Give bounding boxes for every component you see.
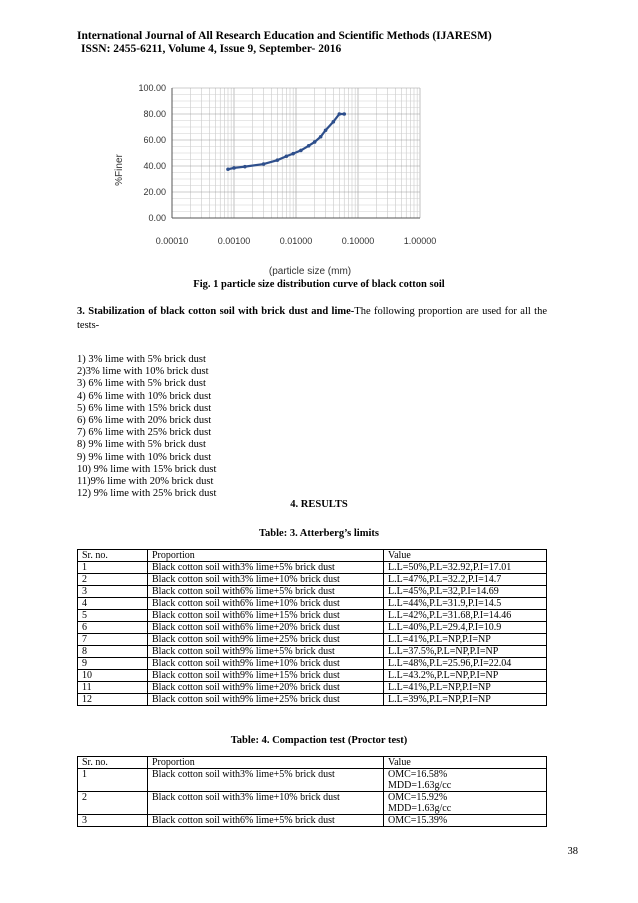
mdd-value: MDD=1.63g/cc bbox=[388, 780, 452, 791]
table-row bbox=[78, 670, 547, 682]
data-point bbox=[243, 165, 247, 169]
journal-header bbox=[77, 30, 492, 56]
x-tick-label: 0.00100 bbox=[217, 236, 251, 246]
cell-value: L.L=40%,P.L=29.4,P.I=10.9 bbox=[384, 622, 547, 634]
data-point bbox=[226, 167, 230, 171]
cell-proportion: Black cotton soil with6% lime+5% brick dust bbox=[148, 815, 384, 827]
y-tick-label: 20.00 bbox=[143, 187, 166, 197]
section-3-text: The following proportion are used for all the tests- bbox=[77, 306, 547, 331]
results-heading: 4. RESULTS bbox=[290, 499, 348, 510]
table-row bbox=[78, 682, 547, 694]
data-point bbox=[313, 140, 317, 144]
cell-proportion: Black cotton soil with9% lime+5% brick dust bbox=[148, 646, 384, 658]
y-tick-label: 0.00 bbox=[148, 213, 166, 223]
x-tick-label: 0.10000 bbox=[341, 236, 375, 246]
cell-sr-no: 1 bbox=[78, 562, 148, 574]
data-point bbox=[276, 158, 280, 162]
col-header-sr: Sr. no. bbox=[78, 550, 148, 562]
journal-title: International Journal of All Research Education and Scientific Methods (IJARESM) bbox=[77, 30, 492, 42]
mdd-value: MDD=1.63g/cc bbox=[388, 803, 452, 814]
data-point bbox=[285, 154, 289, 158]
list-item: 12) 9% lime with 25% brick dust bbox=[77, 488, 217, 500]
cell-sr-no: 2 bbox=[78, 574, 148, 586]
data-point bbox=[319, 135, 323, 139]
section-3-paragraph bbox=[77, 305, 547, 332]
data-point bbox=[338, 112, 342, 116]
data-point bbox=[307, 144, 311, 148]
table-row bbox=[78, 792, 547, 815]
cell-value: L.L=42%,P.L=31.68,P.I=14.46 bbox=[384, 610, 547, 622]
cell-proportion: Black cotton soil with9% lime+25% brick dust bbox=[148, 634, 384, 646]
table-header-row bbox=[78, 757, 547, 769]
cell-proportion: Black cotton soil with6% lime+15% brick dust bbox=[148, 610, 384, 622]
table-row bbox=[78, 646, 547, 658]
cell-sr-no: 12 bbox=[78, 694, 148, 706]
omc-value: OMC=15.39% bbox=[388, 815, 448, 826]
cell-proportion: Black cotton soil with6% lime+10% brick dust bbox=[148, 598, 384, 610]
table-row bbox=[78, 586, 547, 598]
cell-proportion: Black cotton soil with6% lime+5% brick dust bbox=[148, 586, 384, 598]
table-row bbox=[78, 658, 547, 670]
data-point bbox=[291, 152, 295, 156]
list-item: 10) 9% lime with 15% brick dust bbox=[77, 463, 217, 475]
cell-proportion: Black cotton soil with3% lime+5% brick dust bbox=[148, 562, 384, 574]
cell-sr-no: 3 bbox=[78, 586, 148, 598]
table-row bbox=[78, 769, 547, 792]
list-item: 7) 6% lime with 25% brick dust bbox=[77, 427, 212, 439]
omc-value: OMC=15.92% bbox=[388, 792, 448, 803]
table-header-row bbox=[78, 550, 547, 562]
cell-sr-no: 10 bbox=[78, 670, 148, 682]
col-header-value: Value bbox=[384, 757, 547, 769]
figure-caption: Fig. 1 particle size distribution curve of black cotton soil bbox=[193, 279, 445, 290]
col-header-proportion: Proportion bbox=[148, 757, 384, 769]
y-axis-label: %Finer bbox=[114, 154, 125, 186]
cell-value: L.L=45%,P.L=32,P.I=14.69 bbox=[384, 586, 547, 598]
omc-value: OMC=16.58% bbox=[388, 769, 448, 780]
cell-value: L.L=47%,P.L=32.2,P.I=14.7 bbox=[384, 574, 547, 586]
list-item: 1) 3% lime with 5% brick dust bbox=[77, 354, 206, 365]
data-point bbox=[262, 162, 266, 166]
table-4-title: Table: 4. Compaction test (Proctor test) bbox=[230, 735, 408, 746]
table-row bbox=[78, 562, 547, 574]
table-3-title: Table: 3. Atterberg’s limits bbox=[259, 528, 379, 539]
cell-proportion: Black cotton soil with9% lime+20% brick dust bbox=[148, 682, 384, 694]
cell-sr-no: 9 bbox=[78, 658, 148, 670]
cell-proportion: Black cotton soil with3% lime+10% brick dust bbox=[148, 792, 384, 815]
cell-sr-no: 5 bbox=[78, 610, 148, 622]
cell-sr-no: 4 bbox=[78, 598, 148, 610]
cell-proportion: Black cotton soil with9% lime+15% brick dust bbox=[148, 670, 384, 682]
table-row bbox=[78, 598, 547, 610]
cell-value: L.L=41%,P.L=NP,P.I=NP bbox=[384, 634, 547, 646]
page-number: 38 bbox=[567, 846, 578, 857]
cell-value: L.L=44%,P.L=31.9,P.I=14.5 bbox=[384, 598, 547, 610]
proportion-list bbox=[77, 354, 216, 500]
section-3-heading: 3. Stabilization of black cotton soil with brick dust and lime- bbox=[77, 306, 355, 317]
list-item: 6) 6% lime with 20% brick dust bbox=[77, 415, 212, 427]
cell-value: L.L=37.5%,P.L=NP,P.I=NP bbox=[384, 646, 547, 658]
y-tick-label: 100.00 bbox=[138, 83, 166, 93]
list-item: 4) 6% lime with 10% brick dust bbox=[77, 390, 212, 402]
particle-size-chart bbox=[100, 78, 460, 278]
cell-value: L.L=48%,P.L=25.96,P.I=22.04 bbox=[384, 658, 547, 670]
table-row bbox=[78, 610, 547, 622]
col-header-proportion: Proportion bbox=[148, 550, 384, 562]
compaction-test-table bbox=[77, 756, 547, 827]
list-item: 11)9% lime with 20% brick dust bbox=[77, 476, 214, 488]
cell-proportion: Black cotton soil with9% lime+10% brick dust bbox=[148, 658, 384, 670]
list-item: 9) 9% lime with 10% brick dust bbox=[77, 451, 212, 463]
cell-sr-no: 3 bbox=[78, 815, 148, 827]
x-tick-label: 0.01000 bbox=[279, 236, 313, 246]
table-row bbox=[78, 694, 547, 706]
cell-value: L.L=39%,P.L=NP,P.I=NP bbox=[384, 694, 547, 706]
table-row bbox=[78, 634, 547, 646]
cell-proportion: Black cotton soil with6% lime+20% brick dust bbox=[148, 622, 384, 634]
y-tick-label: 40.00 bbox=[143, 161, 166, 171]
x-tick-label: 0.00010 bbox=[155, 236, 189, 246]
list-item: 2)3% lime with 10% brick dust bbox=[77, 366, 209, 378]
cell-proportion: Black cotton soil with9% lime+25% brick dust bbox=[148, 694, 384, 706]
x-tick-label: 1.00000 bbox=[403, 236, 437, 246]
cell-proportion: Black cotton soil with3% lime+5% brick dust bbox=[148, 769, 384, 792]
y-tick-label: 80.00 bbox=[143, 109, 166, 119]
cell-value: L.L=43.2%,P.L=NP,P.I=NP bbox=[384, 670, 547, 682]
atterberg-limits-table bbox=[77, 549, 547, 706]
data-point bbox=[299, 149, 303, 153]
cell-sr-no: 2 bbox=[78, 792, 148, 815]
cell-value: L.L=41%,P.L=NP,P.I=NP bbox=[384, 682, 547, 694]
y-tick-label: 60.00 bbox=[143, 135, 166, 145]
list-item: 3) 6% lime with 5% brick dust bbox=[77, 378, 206, 390]
col-header-sr: Sr. no. bbox=[78, 757, 148, 769]
x-axis-label: (particle size (mm) bbox=[268, 266, 352, 277]
cell-value bbox=[384, 815, 547, 827]
table-row bbox=[78, 622, 547, 634]
table-row bbox=[78, 815, 547, 827]
cell-sr-no: 11 bbox=[78, 682, 148, 694]
cell-sr-no: 8 bbox=[78, 646, 148, 658]
cell-sr-no: 1 bbox=[78, 769, 148, 792]
cell-value bbox=[384, 769, 547, 792]
data-point bbox=[342, 112, 346, 116]
data-point bbox=[332, 120, 336, 124]
cell-value bbox=[384, 792, 547, 815]
col-header-value: Value bbox=[384, 550, 547, 562]
cell-sr-no: 6 bbox=[78, 622, 148, 634]
cell-value: L.L=50%,P.L=32.92,P.I=17.01 bbox=[384, 562, 547, 574]
data-point bbox=[232, 166, 236, 170]
list-item: 8) 9% lime with 5% brick dust bbox=[77, 439, 206, 451]
cell-proportion: Black cotton soil with3% lime+10% brick dust bbox=[148, 574, 384, 586]
journal-issn: ISSN: 2455-6211, Volume 4, Issue 9, September- 2016 bbox=[81, 43, 342, 55]
list-item: 5) 6% lime with 15% brick dust bbox=[77, 402, 212, 414]
data-point bbox=[324, 128, 328, 132]
cell-sr-no: 7 bbox=[78, 634, 148, 646]
table-row bbox=[78, 574, 547, 586]
